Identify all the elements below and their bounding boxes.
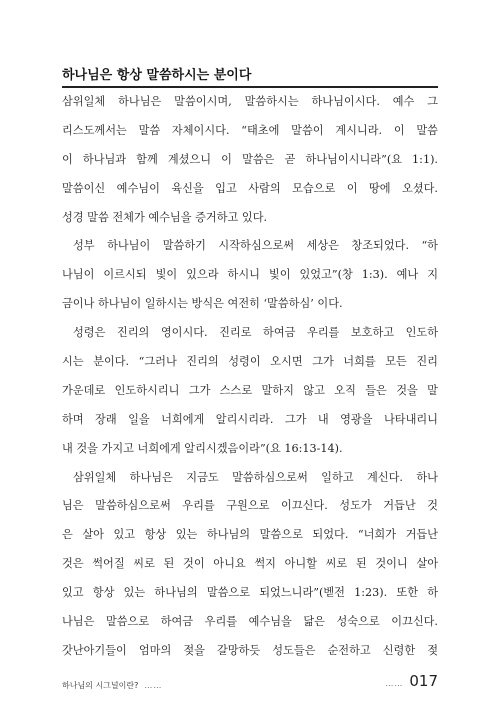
text-line: 하며 장래 일을 너희에게 알리시리라. 그가 내 영광을 나타내리니 xyxy=(62,412,438,426)
text-line: 삼위일체 하나님은 지금도 말씀하심으로써 일하고 계신다. 하나 xyxy=(73,470,438,484)
text-line: 가운데로 인도하시리니 그가 스스로 말하지 않고 오직 들은 것을 말 xyxy=(62,383,438,397)
body-text xyxy=(62,88,438,666)
page-number-footer xyxy=(385,671,438,690)
paragraph-1 xyxy=(62,88,438,232)
text-line: 성령은 진리의 영이시다. 진리로 하여금 우리를 보호하고 인도하 xyxy=(73,326,438,340)
text-line: 리스도께서는 말씀 자체이시다. “태초에 말씀이 계시니라. 이 말씀 xyxy=(62,123,438,137)
text-line: 금이나 하나님이 일하시는 방식은 여전히 ‘말씀하심’ 이다. xyxy=(62,297,343,311)
text-line: 시는 분이다. “그러나 진리의 성령이 오시면 그가 너희를 모든 진리 xyxy=(62,355,438,369)
text-line: 님은 말씀하심으로써 우리를 구원으로 이끄신다. 성도가 거듭난 것 xyxy=(62,499,438,513)
page-number: 017 xyxy=(409,672,438,690)
section-heading: 하나님은 항상 말씀하시는 분이다 xyxy=(62,68,252,83)
footer-dots-left: …… xyxy=(144,681,163,690)
paragraph-2 xyxy=(62,232,438,319)
running-footer xyxy=(62,680,162,691)
text-line: 이 하나님과 함께 계셨으니 이 말씀은 곧 하나님이시니라”(요 1:1). xyxy=(62,152,438,166)
paragraph-4 xyxy=(62,464,438,666)
text-line: 성부 하나님이 말씀하기 시작하심으로써 세상은 창조되었다. “하 xyxy=(73,239,438,253)
text-line: 은 살아 있고 항상 있는 하나님의 말씀으로 되었다. “너희가 거듭난 xyxy=(62,528,438,542)
text-line: 성경 말씀 전체가 예수님을 증거하고 있다. xyxy=(62,210,268,224)
book-title: 하나님의 시그널이란? xyxy=(62,681,139,690)
text-line: 나님이 이르시되 빛이 있으라 하시니 빛이 있었고”(창 1:3). 예나 지 xyxy=(62,268,438,282)
text-line: 갓난아기들이 엄마의 젖을 갈망하듯 성도들은 순전하고 신령한 젖 xyxy=(62,643,438,657)
paragraph-3 xyxy=(62,319,438,463)
text-line: 것은 썩어질 씨로 된 것이 아니요 썩지 아니할 씨로 된 것이니 살아 xyxy=(62,557,438,571)
text-line: 말씀이신 예수님이 육신을 입고 사람의 모습으로 이 땅에 오셨다. xyxy=(62,181,438,195)
footer-dots-right: …… xyxy=(385,679,404,688)
text-line: 삼위일체 하나님은 말씀이시며, 말씀하시는 하나님이시다. 예수 그 xyxy=(62,95,438,108)
text-line: 내 것을 가지고 너희에게 알리시겠음이라”(요 16:13-14). xyxy=(62,441,343,455)
text-line: 나님은 말씀으로 하여금 우리를 예수님을 닮은 성숙으로 이끄신다. xyxy=(62,615,438,629)
text-line: 있고 항상 있는 하나님의 말씀으로 되었느니라”(벧전 1:23). 또한 하 xyxy=(62,586,438,600)
